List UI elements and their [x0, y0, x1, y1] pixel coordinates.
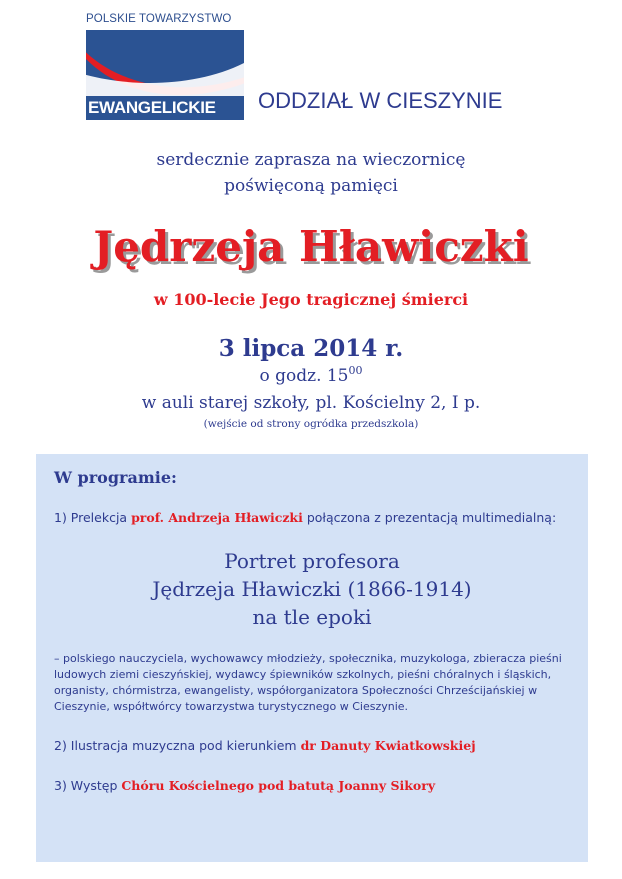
item1-speaker: prof. Andrzeja Hławiczki — [131, 510, 303, 525]
event-time-minutes: 00 — [348, 364, 363, 377]
program-item-2 — [54, 737, 570, 755]
item1-prefix: 1) Prelekcja — [54, 510, 132, 525]
item1-suffix: połączona z prezentacją multimedialną: — [302, 510, 557, 525]
entrance-note: (wejście od strony ogródka przedszkola) — [203, 418, 419, 430]
program-heading: W programie: — [54, 468, 177, 487]
invitation-line-2: poświęconą pamięci — [224, 176, 398, 196]
anniversary-subtitle: w 100-lecie Jego tragicznej śmierci — [153, 290, 469, 309]
item3-prefix: 3) Występ — [54, 778, 122, 793]
lecture-title-line-3: na tle epoki — [252, 605, 372, 629]
event-time-prefix: o godz. 15 — [259, 366, 349, 386]
lecture-title-line-1: Portret profesora — [224, 549, 400, 573]
event-date: 3 lipca 2014 r. — [218, 335, 404, 362]
program-box — [36, 454, 588, 862]
logo-swoosh-icon — [86, 36, 244, 106]
honoree-name: Jędrzeja Hławiczki — [93, 222, 529, 271]
logo-box — [86, 30, 244, 120]
program-item-1 — [54, 509, 570, 527]
item2-person: dr Danuty Kwiatkowskiej — [300, 738, 476, 753]
item2-prefix: 2) Ilustracja muzyczna pod kierunkiem — [54, 738, 301, 753]
program-item-3 — [54, 777, 570, 795]
event-place: w auli starej szkoły, pl. Kościelny 2, I p. — [141, 393, 481, 413]
lecture-title — [54, 547, 570, 631]
lecture-title-line-2: Jędrzeja Hławiczki (1866-1914) — [152, 577, 472, 601]
branch-name: ODDZIAŁ W CIESZYNIE — [258, 88, 503, 113]
honoree-description: – polskiego nauczyciela, wychowawcy młodzieży, społecznika, muzykologa, zbieracza pieśni ludowych ziemi cieszyńskiej, wydawcy śpiewników szkolnych, pieśni chóralnych i śląskich, organisty, chórmistrza, ewangelisty, współorganizatora Społeczności Chrześcijańskiej w Cieszynie, współtwórcy towarzystwa turystycznego w Cieszynie. — [54, 652, 562, 713]
logo-top-text: POLSKIE TOWARZYSTWO — [86, 13, 232, 25]
society-logo — [82, 8, 244, 120]
event-time — [0, 366, 622, 386]
item3-performer: Chóru Kościelnego pod batutą Joanny Sikory — [121, 778, 436, 793]
invitation-line-1: serdecznie zaprasza na wieczornicę — [156, 150, 466, 170]
logo-bottom-text: EWANGELICKIE — [88, 98, 216, 117]
